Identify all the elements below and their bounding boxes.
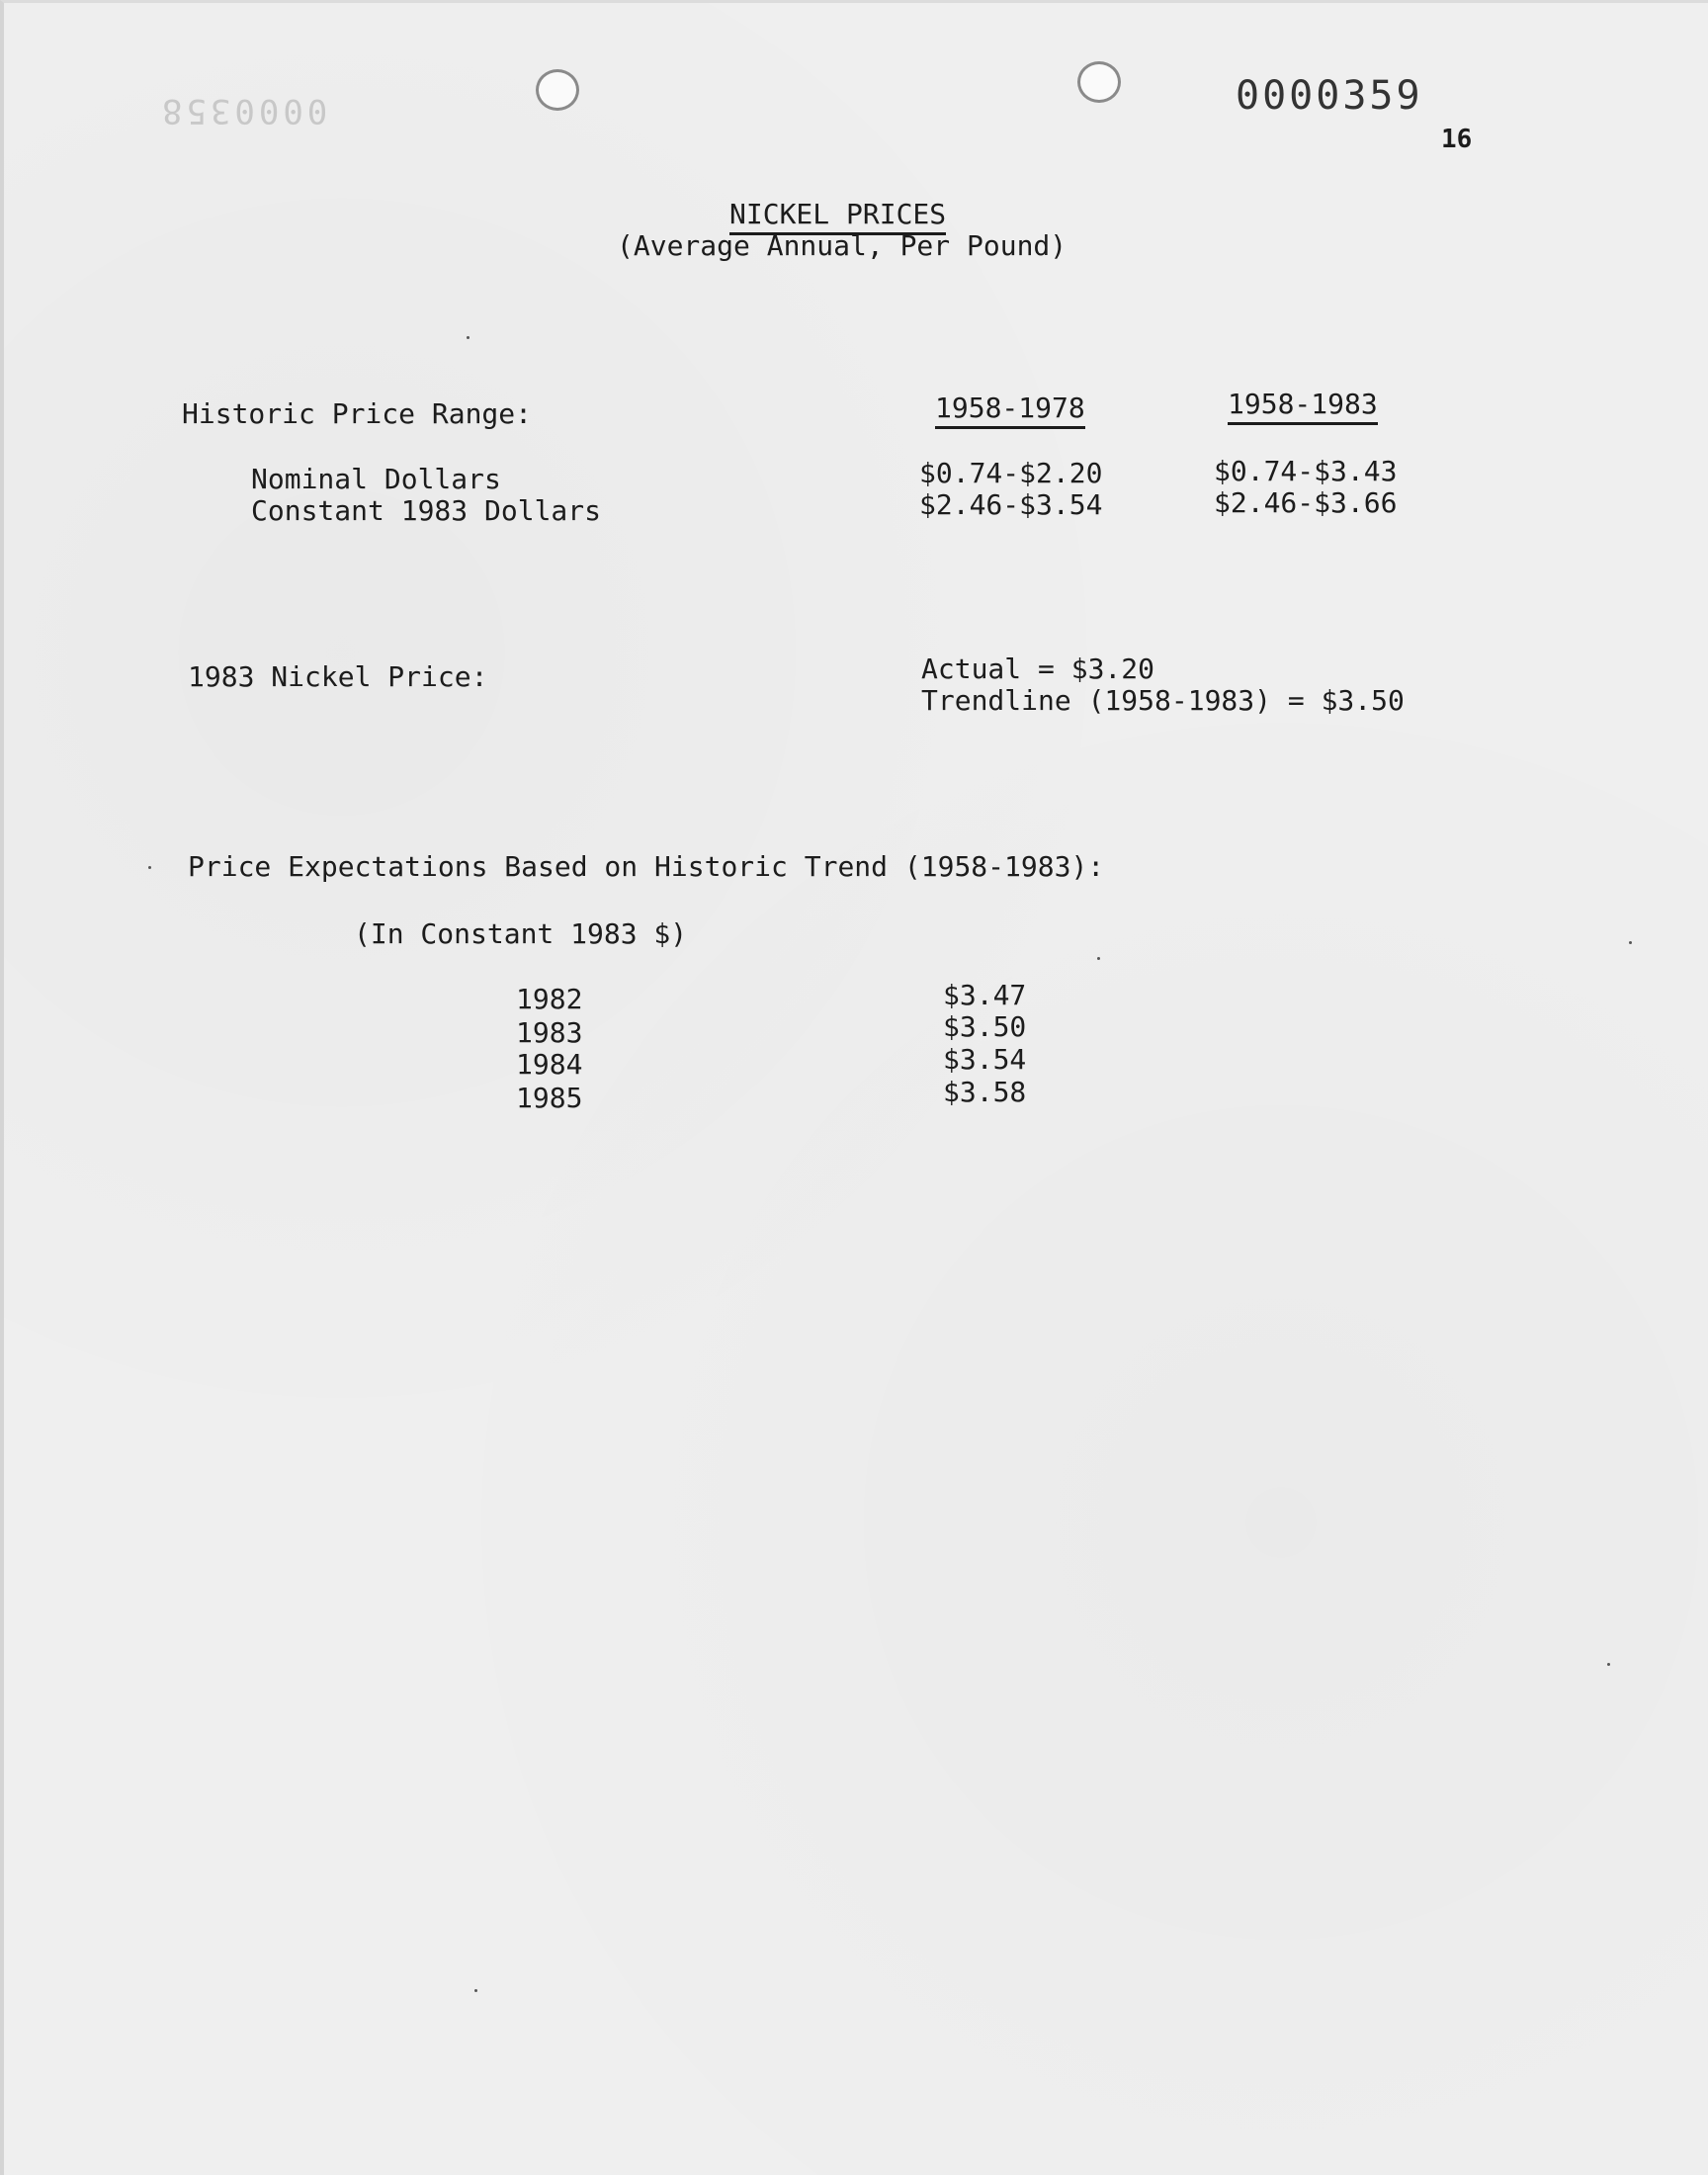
bleed-through-number: 0000358 — [158, 91, 328, 130]
scan-speck — [1097, 957, 1100, 960]
nominal-1958-1978: $0.74-$2.20 — [919, 457, 1103, 489]
nominal-1958-1983: $0.74-$3.43 — [1214, 455, 1398, 487]
column-header-1958-1983 — [1228, 388, 1378, 420]
expectation-year: 1984 — [516, 1048, 583, 1081]
row-label-nominal: Nominal Dollars — [251, 463, 501, 495]
column-header-1958-1978-text: 1958-1978 — [935, 392, 1085, 429]
constant-1958-1983: $2.46-$3.66 — [1214, 486, 1398, 519]
expectation-year: 1985 — [516, 1082, 583, 1114]
expectation-price: $3.54 — [943, 1043, 1027, 1076]
page-subtitle: (Average Annual, Per Pound) — [617, 229, 1068, 262]
expectation-price: $3.50 — [943, 1010, 1027, 1043]
page-title — [729, 198, 946, 230]
constant-dollars-note: (In Constant 1983 $) — [354, 917, 688, 950]
column-header-1958-1978 — [935, 392, 1085, 424]
scan-speck — [467, 336, 470, 339]
punch-hole-left — [536, 69, 579, 111]
scan-speck — [148, 866, 151, 869]
historic-range-label: Historic Price Range: — [182, 397, 533, 430]
expectation-year: 1983 — [516, 1016, 583, 1049]
document-number-stamp: 0000359 — [1236, 73, 1423, 119]
punch-hole-right — [1077, 61, 1121, 103]
trendline-price: Trendline (1958-1983) = $3.50 — [921, 684, 1405, 717]
page-number: 16 — [1441, 125, 1473, 154]
expectation-price: $3.58 — [943, 1076, 1027, 1108]
scan-speck — [474, 1989, 477, 1992]
scan-speck — [1607, 1663, 1610, 1666]
expectation-price: $3.47 — [943, 979, 1027, 1011]
scan-speck — [1629, 941, 1632, 944]
expectations-label: Price Expectations Based on Historic Trend (1958-1983): — [188, 850, 1105, 883]
row-label-constant: Constant 1983 Dollars — [251, 494, 602, 527]
constant-1958-1978: $2.46-$3.54 — [919, 488, 1103, 521]
nickel-price-1983-label: 1983 Nickel Price: — [188, 660, 488, 693]
page-title-text: NICKEL PRICES — [729, 198, 946, 235]
actual-price: Actual = $3.20 — [921, 652, 1155, 685]
column-header-1958-1983-text: 1958-1983 — [1228, 388, 1378, 425]
expectation-year: 1982 — [516, 983, 583, 1015]
